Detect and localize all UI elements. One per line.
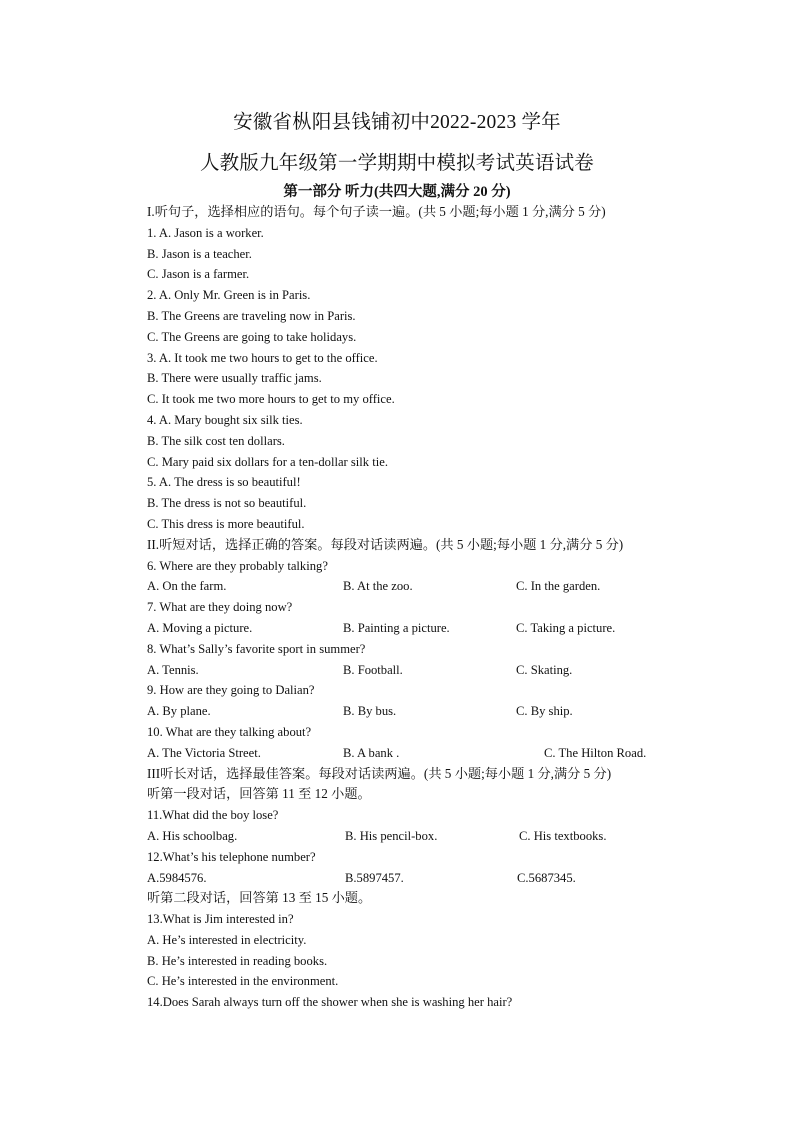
option-a: A. Tennis. [147,662,199,677]
dialog-intro: 听第二段对话，回答第 13 至 15 小题。 [147,890,372,906]
option-a: A. On the farm. [147,579,227,594]
option-row [147,576,667,597]
option-row [147,701,667,722]
option-b: B. Football. [343,662,403,677]
question-text: 6. Where are they probably talking? [147,558,328,573]
dialog-intro: 听第一段对话，回答第 11 至 12 小题。 [147,786,371,802]
question-text: 11.What did the boy lose? [147,808,279,823]
question-text: 14.Does Sarah always turn off the shower when she is washing her hair? [147,995,513,1010]
option-c: C.5687345. [517,870,576,885]
question-text: 9. How are they going to Dalian? [147,683,315,698]
option-a: A. Moving a picture. [147,620,253,635]
option-line: 4. A. Mary bought six silk ties. [147,412,303,427]
option-row [147,868,667,889]
option-c: C. By ship. [516,704,573,719]
option-line: B. Jason is a teacher. [147,246,252,261]
option-line: B. The silk cost ten dollars. [147,433,285,448]
question-text: 7. What are they doing now? [147,600,293,615]
option-a: A.5984576. [147,870,207,885]
option-a: A. His schoolbag. [147,828,238,843]
option-line: C. Mary paid six dollars for a ten-dollar silk tie. [147,454,388,469]
option-line: B. There were usually traffic jams. [147,371,322,386]
option-b: B.5897457. [345,870,404,885]
option-a: A. By plane. [147,704,211,719]
option-b: B. His pencil-box. [345,828,438,843]
question-text: 12.What’s his telephone number? [147,849,316,864]
part-heading: 第一部分 听力(共四大题,满分 20 分) [283,184,511,200]
option-line: B. The dress is not so beautiful. [147,496,307,511]
option-row [147,826,667,847]
option-b: B. A bank . [343,745,400,760]
option-line: C. The Greens are going to take holidays. [147,329,357,344]
option-line: C. Jason is a farmer. [147,267,250,282]
option-b: B. Painting a picture. [343,620,450,635]
option-line: 3. A. It took me two hours to get to the office. [147,350,378,365]
option-line: B. The Greens are traveling now in Paris. [147,308,356,323]
exam-body [147,202,667,1013]
option-line: B. He’s interested in reading books. [147,953,328,968]
option-row [147,660,667,681]
option-line: 2. A. Only Mr. Green is in Paris. [147,288,311,303]
question-text: 10. What are they talking about? [147,724,312,739]
option-c: C. In the garden. [516,579,601,594]
section-1-heading: I.听句子，选择相应的语句。每个句子读一遍。(共 5 小题;每小题 1 分,满分 5 分) [147,204,606,219]
section-2-heading: II.听短对话，选择正确的答案。每段对话读两遍。(共 5 小题;每小题 1 分,满分 5 分) [147,536,624,552]
question-text: 13.What is Jim interested in? [147,912,294,927]
option-c: C. Skating. [516,662,573,677]
option-a: A. The Victoria Street. [147,745,261,760]
exam-title: 安徽省枞阳县钱铺初中2022-2023 学年 [233,112,561,133]
option-line: C. This dress is more beautiful. [147,516,305,531]
exam-subtitle: 人教版九年级第一学期期中模拟考试英语试卷 [199,153,594,174]
option-c: C. His textbooks. [519,828,607,843]
option-b: B. By bus. [343,704,397,719]
option-line: 5. A. The dress is so beautiful! [147,475,301,490]
option-line: C. It took me two more hours to get to my office. [147,392,395,407]
option-b: B. At the zoo. [343,579,413,594]
option-line: C. He’s interested in the environment. [147,974,339,989]
option-c: C. The Hilton Road. [544,745,647,760]
section-3-heading: III听长对话，选择最佳答案。每段对话读两遍。(共 5 小题;每小题 1 分,满分 5 分) [147,765,612,781]
option-row [147,743,667,764]
option-row [147,618,667,639]
option-line: A. He’s interested in electricity. [147,932,307,947]
question-text: 8. What’s Sally’s favorite sport in summer? [147,641,366,656]
option-c: C. Taking a picture. [516,620,616,635]
option-line: 1. A. Jason is a worker. [147,225,264,240]
